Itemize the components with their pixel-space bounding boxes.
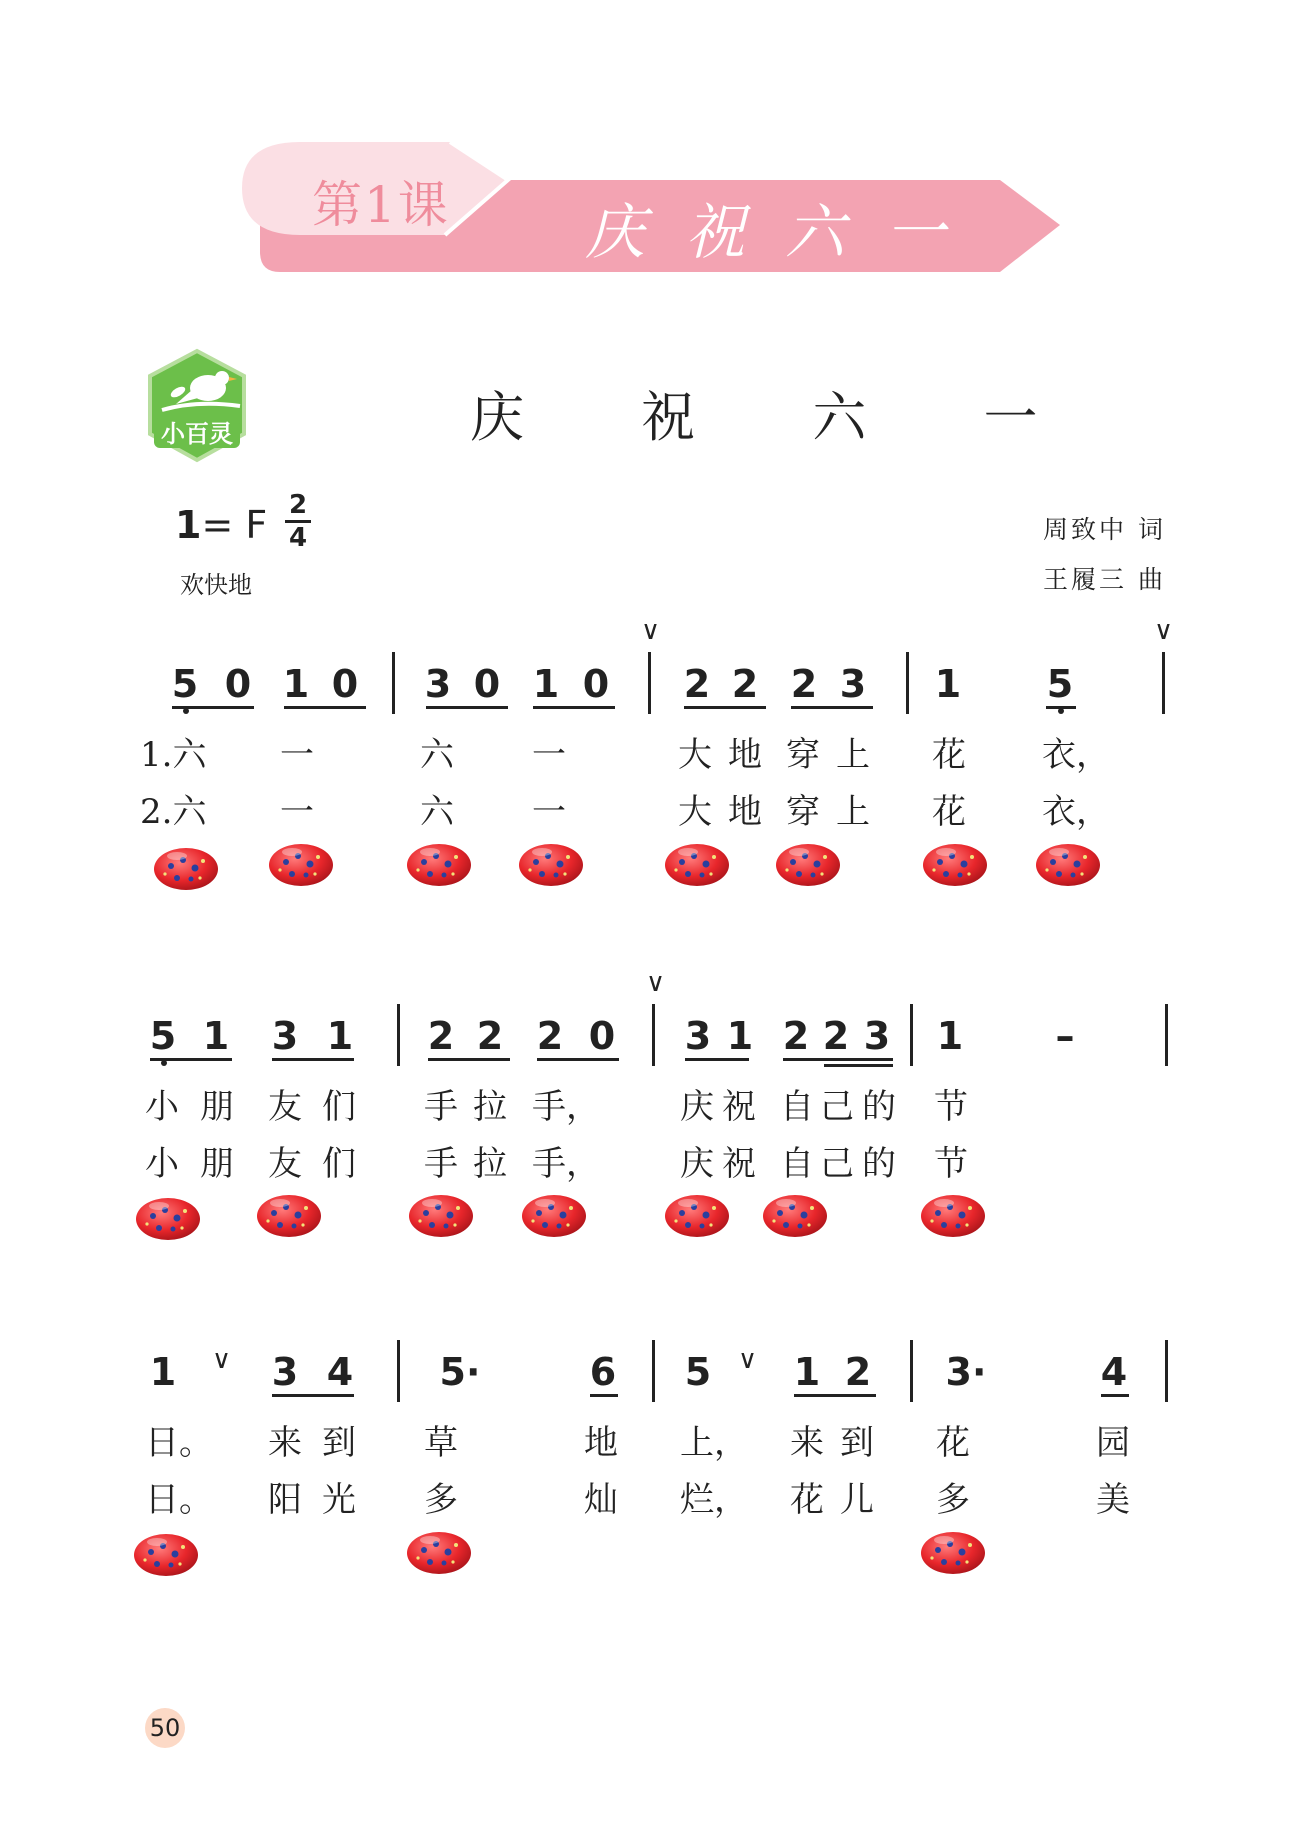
lyric: 美 bbox=[1096, 1480, 1130, 1520]
lyric: 园 bbox=[1096, 1423, 1130, 1463]
ladybug-icon bbox=[406, 842, 472, 888]
note: 2 bbox=[427, 1014, 455, 1058]
note: 0 bbox=[331, 662, 359, 706]
lyric: 友 bbox=[268, 1144, 302, 1184]
note: 1 bbox=[934, 662, 962, 706]
lesson-title: 庆祝六一 bbox=[585, 198, 985, 268]
composer-credit: 王履三 曲 bbox=[1043, 565, 1166, 594]
lyric: 祝 bbox=[722, 1144, 756, 1184]
underline bbox=[783, 1058, 893, 1061]
lyric: 庆 bbox=[680, 1087, 714, 1127]
note: 2 bbox=[844, 1350, 872, 1394]
underline bbox=[794, 1394, 876, 1397]
logo-text: 小百灵 bbox=[161, 420, 233, 448]
time-signature bbox=[285, 492, 311, 551]
lyric: 自 bbox=[780, 1144, 814, 1184]
bar-line bbox=[906, 652, 909, 714]
bar-line bbox=[397, 1340, 400, 1402]
lyric: 衣， bbox=[1042, 792, 1110, 832]
note: 1 bbox=[282, 662, 310, 706]
lyric: 衣， bbox=[1042, 735, 1110, 775]
note: 3 bbox=[839, 662, 867, 706]
lyric: 花 bbox=[790, 1480, 824, 1520]
lyric: 手， bbox=[532, 1087, 600, 1127]
breath-mark: ∨ bbox=[641, 616, 661, 646]
ladybug-icon bbox=[256, 1193, 322, 1239]
note: 2 bbox=[536, 1014, 564, 1058]
note: 5· bbox=[439, 1350, 481, 1394]
lyric: 到 bbox=[322, 1423, 356, 1463]
lyric: 光 bbox=[322, 1480, 356, 1520]
ladybug-icon bbox=[1035, 842, 1101, 888]
lyric: 手 bbox=[424, 1087, 458, 1127]
underline bbox=[1101, 1394, 1129, 1397]
lyric: 花 bbox=[932, 735, 966, 775]
underline bbox=[172, 706, 254, 709]
ladybug-icon bbox=[762, 1193, 828, 1239]
note: 1 bbox=[936, 1014, 964, 1058]
lyric: 来 bbox=[790, 1423, 824, 1463]
lyric: 的 bbox=[862, 1144, 896, 1184]
note: 2 bbox=[782, 1014, 810, 1058]
underline bbox=[1046, 706, 1076, 709]
note: 4 bbox=[1100, 1350, 1128, 1394]
underline bbox=[426, 706, 508, 709]
note: 3 bbox=[863, 1014, 891, 1058]
lyric: 大 bbox=[678, 735, 712, 775]
song-title: 庆 祝 六 一 bbox=[470, 386, 1088, 449]
lyric: 1.六 bbox=[140, 735, 207, 775]
underline bbox=[824, 1064, 893, 1067]
underline bbox=[590, 1394, 618, 1397]
bar-line bbox=[1165, 1004, 1168, 1066]
underline bbox=[272, 1058, 354, 1061]
note: 2 bbox=[822, 1014, 850, 1058]
time-bottom: 4 bbox=[288, 523, 308, 553]
bar-line bbox=[392, 652, 395, 714]
bar-line bbox=[652, 1004, 655, 1066]
lyric: 花 bbox=[932, 792, 966, 832]
bar-line bbox=[1162, 652, 1165, 714]
underline bbox=[150, 1058, 232, 1061]
lyric: 2.六 bbox=[140, 792, 207, 832]
lyric: 友 bbox=[268, 1087, 302, 1127]
lyric: 地 bbox=[728, 735, 762, 775]
underline bbox=[428, 1058, 510, 1061]
note: 3 bbox=[271, 1350, 299, 1394]
lyric: 拉 bbox=[473, 1087, 507, 1127]
lyric: 一 bbox=[532, 735, 566, 775]
bar-line bbox=[397, 1004, 400, 1066]
lyric: 庆 bbox=[680, 1144, 714, 1184]
underline bbox=[272, 1394, 354, 1397]
ladybug-icon bbox=[518, 842, 584, 888]
lyric: 日。 bbox=[145, 1480, 213, 1520]
breath-mark: ∨ bbox=[212, 1345, 232, 1375]
note: 5 bbox=[143, 1014, 183, 1058]
lyric: 烂， bbox=[680, 1480, 748, 1520]
lyric: 上 bbox=[836, 735, 870, 775]
note: 3· bbox=[945, 1350, 987, 1394]
note: 4 bbox=[326, 1350, 354, 1394]
breath-mark: ∨ bbox=[646, 968, 666, 998]
note: 1 bbox=[532, 662, 560, 706]
key-one: 1 bbox=[175, 503, 202, 547]
note: 0 bbox=[588, 1014, 616, 1058]
key-signature bbox=[175, 503, 267, 547]
note: 0 bbox=[224, 662, 252, 706]
lyric: 花 bbox=[936, 1423, 970, 1463]
bar-line bbox=[652, 1340, 655, 1402]
ladybug-icon bbox=[408, 1193, 474, 1239]
ladybug-icon bbox=[133, 1532, 199, 1578]
lyric: 小 bbox=[145, 1144, 179, 1184]
lyric: 一 bbox=[280, 792, 314, 832]
underline bbox=[284, 706, 366, 709]
ladybug-icon bbox=[153, 846, 219, 892]
underline bbox=[537, 1058, 619, 1061]
lyric: 多 bbox=[936, 1480, 970, 1520]
lyric: 们 bbox=[322, 1087, 356, 1127]
ladybug-icon bbox=[135, 1196, 201, 1242]
lyric: 节 bbox=[934, 1144, 968, 1184]
lyric: 儿 bbox=[840, 1480, 874, 1520]
lyric: 六 bbox=[420, 735, 454, 775]
lyric: 节 bbox=[934, 1087, 968, 1127]
lyric: 地 bbox=[728, 792, 762, 832]
lyric: 小 bbox=[145, 1087, 179, 1127]
lyric: 多 bbox=[424, 1480, 458, 1520]
note: 1 bbox=[149, 1350, 177, 1394]
note: 0 bbox=[582, 662, 610, 706]
ladybug-icon bbox=[775, 842, 841, 888]
note: 3 bbox=[271, 1014, 299, 1058]
lyric: 祝 bbox=[722, 1087, 756, 1127]
lyric: 上 bbox=[836, 792, 870, 832]
note: 2 bbox=[731, 662, 759, 706]
bar-line bbox=[910, 1004, 913, 1066]
ladybug-icon bbox=[268, 842, 334, 888]
lyric: 的 bbox=[862, 1087, 896, 1127]
underline bbox=[533, 706, 615, 709]
lyric: 草 bbox=[424, 1423, 458, 1463]
lyric: 大 bbox=[678, 792, 712, 832]
underline bbox=[685, 1058, 749, 1061]
key-eq: = F bbox=[201, 503, 268, 547]
ladybug-icon bbox=[664, 842, 730, 888]
ladybug-icon bbox=[664, 1193, 730, 1239]
note: 5 bbox=[165, 662, 205, 706]
bar-line bbox=[648, 652, 651, 714]
lyric: 穿 bbox=[786, 792, 820, 832]
note: 1 bbox=[793, 1350, 821, 1394]
ladybug-icon bbox=[920, 1193, 986, 1239]
lyric: 日。 bbox=[145, 1423, 213, 1463]
lyric: 朋 bbox=[200, 1087, 234, 1127]
lyric: 灿 bbox=[584, 1480, 618, 1520]
lyric: 拉 bbox=[473, 1144, 507, 1184]
xiaobailing-logo bbox=[142, 348, 252, 463]
lyric: 穿 bbox=[786, 735, 820, 775]
ladybug-icon bbox=[920, 1530, 986, 1576]
ladybug-icon bbox=[406, 1530, 472, 1576]
lyric: 来 bbox=[268, 1423, 302, 1463]
underline bbox=[791, 706, 873, 709]
note: 5 bbox=[1040, 662, 1080, 706]
lyric: 上， bbox=[680, 1423, 748, 1463]
lyric: 一 bbox=[532, 792, 566, 832]
lesson-label: 第1课 bbox=[312, 176, 450, 234]
lyric: 一 bbox=[280, 735, 314, 775]
ladybug-icon bbox=[922, 842, 988, 888]
page-number: 50 bbox=[145, 1708, 185, 1748]
note: 2 bbox=[790, 662, 818, 706]
lyric: 们 bbox=[322, 1144, 356, 1184]
breath-mark: ∨ bbox=[1154, 616, 1174, 646]
note: 1 bbox=[726, 1014, 754, 1058]
note: 5 bbox=[684, 1350, 712, 1394]
bar-line bbox=[1165, 1340, 1168, 1402]
lyric: 阳 bbox=[268, 1480, 302, 1520]
lyric: 己 bbox=[820, 1144, 854, 1184]
bar-line bbox=[910, 1340, 913, 1402]
note: 1 bbox=[326, 1014, 354, 1058]
tempo-marking: 欢快地 bbox=[180, 571, 252, 599]
note: 2 bbox=[683, 662, 711, 706]
breath-mark: ∨ bbox=[738, 1345, 758, 1375]
note: 1 bbox=[202, 1014, 230, 1058]
note: 3 bbox=[424, 662, 452, 706]
note: 3 bbox=[684, 1014, 712, 1058]
lyric: 六 bbox=[420, 792, 454, 832]
lyric: 手， bbox=[532, 1144, 600, 1184]
note: – bbox=[1055, 1014, 1075, 1058]
lyric: 朋 bbox=[200, 1144, 234, 1184]
lyric: 手 bbox=[424, 1144, 458, 1184]
lyric: 到 bbox=[840, 1423, 874, 1463]
note: 6 bbox=[589, 1350, 617, 1394]
ladybug-icon bbox=[521, 1193, 587, 1239]
lyric: 自 bbox=[780, 1087, 814, 1127]
lyric: 己 bbox=[820, 1087, 854, 1127]
underline bbox=[684, 706, 766, 709]
note: 2 bbox=[476, 1014, 504, 1058]
lyricist-credit: 周致中 词 bbox=[1043, 515, 1166, 544]
note: 0 bbox=[473, 662, 501, 706]
time-top: 2 bbox=[288, 490, 308, 520]
lyric: 地 bbox=[584, 1423, 618, 1463]
